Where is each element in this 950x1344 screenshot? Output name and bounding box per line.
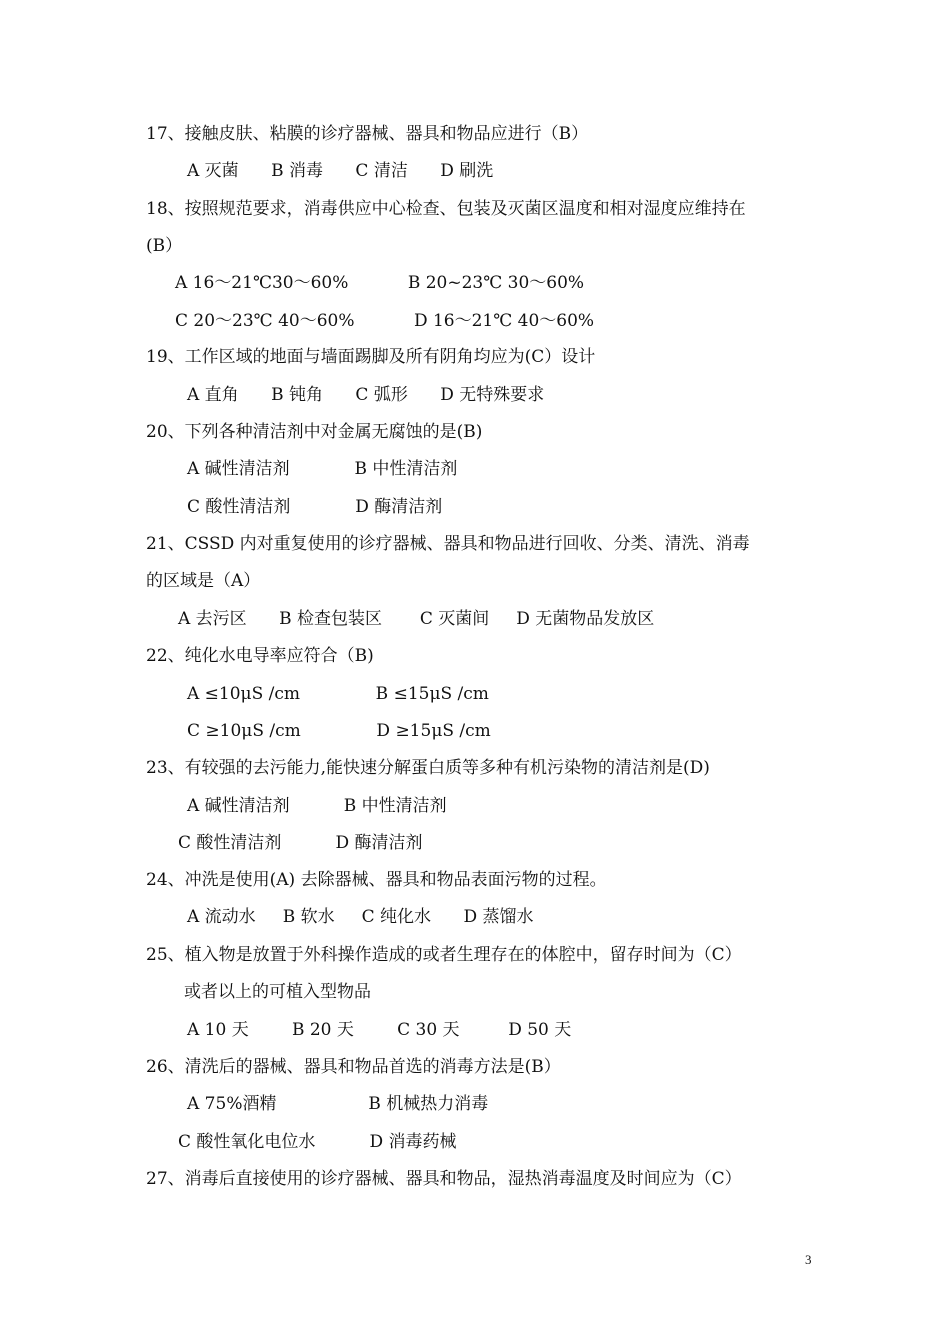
question-26-options-cd: C 酸性氧化电位水 D 消毒药械 xyxy=(178,1132,457,1152)
question-25-cont: 或者以上的可植入型物品 xyxy=(184,982,371,1002)
question-19: 19、工作区域的地面与墙面踢脚及所有阴角均应为(C）设计 xyxy=(146,347,596,367)
question-25-options: A 10 天 B 20 天 C 30 天 D 50 天 xyxy=(187,1020,572,1040)
question-21: 21、CSSD 内对重复使用的诊疗器械、器具和物品进行回收、分类、清洗、消毒 xyxy=(146,534,750,554)
question-23-options-cd: C 酸性清洁剂 D 酶清洁剂 xyxy=(178,833,423,853)
question-26: 26、清洗后的器械、器具和物品首选的消毒方法是(B） xyxy=(146,1057,561,1077)
question-22-options-cd: C ≥10μS /cm D ≥15μS /cm xyxy=(187,721,491,741)
question-24-options: A 流动水 B 软水 C 纯化水 D 蒸馏水 xyxy=(187,907,534,927)
question-25: 25、植入物是放置于外科操作造成的或者生理存在的体腔中，留存时间为（C） xyxy=(146,945,742,965)
question-17: 17、接触皮肤、粘膜的诊疗器械、器具和物品应进行（B） xyxy=(146,124,589,144)
question-24: 24、冲洗是使用(A) 去除器械、器具和物品表面污物的过程。 xyxy=(146,870,607,890)
question-18-options-ab: A 16～21℃30～60% B 20~23℃ 30～60% xyxy=(175,273,585,293)
question-26-options-ab: A 75%酒精 B 机械热力消毒 xyxy=(187,1094,489,1114)
question-18-answer: (B） xyxy=(146,236,183,256)
question-22: 22、纯化水电导率应符合（B) xyxy=(146,646,374,666)
page-number: 3 xyxy=(805,1252,812,1267)
question-19-options: A 直角 B 钝角 C 弧形 D 无特殊要求 xyxy=(187,385,545,405)
question-23-options-ab: A 碱性清洁剂 B 中性清洁剂 xyxy=(187,796,447,816)
question-18: 18、按照规范要求，消毒供应中心检查、包装及灭菌区温度和相对湿度应维持在 xyxy=(146,199,746,219)
question-22-options-ab: A ≤10μS /cm B ≤15μS /cm xyxy=(187,684,489,704)
question-20-options-cd: C 酸性清洁剂 D 酶清洁剂 xyxy=(187,497,443,517)
question-27: 27、消毒后直接使用的诊疗器械、器具和物品，湿热消毒温度及时间应为（C） xyxy=(146,1169,742,1189)
question-18-options-cd: C 20～23℃ 40～60% D 16～21℃ 40～60% xyxy=(175,311,595,331)
question-17-options: A 灭菌 B 消毒 C 清洁 D 刷洗 xyxy=(187,161,494,181)
question-20-options-ab: A 碱性清洁剂 B 中性清洁剂 xyxy=(187,459,458,479)
question-23: 23、有较强的去污能力,能快速分解蛋白质等多种有机污染物的清洁剂是(D) xyxy=(146,758,710,778)
question-20: 20、下列各种清洁剂中对金属无腐蚀的是(B) xyxy=(146,422,483,442)
question-21-cont: 的区域是（A） xyxy=(146,571,261,591)
question-21-options: A 去污区 B 检查包装区 C 灭菌间 D 无菌物品发放区 xyxy=(178,609,655,629)
